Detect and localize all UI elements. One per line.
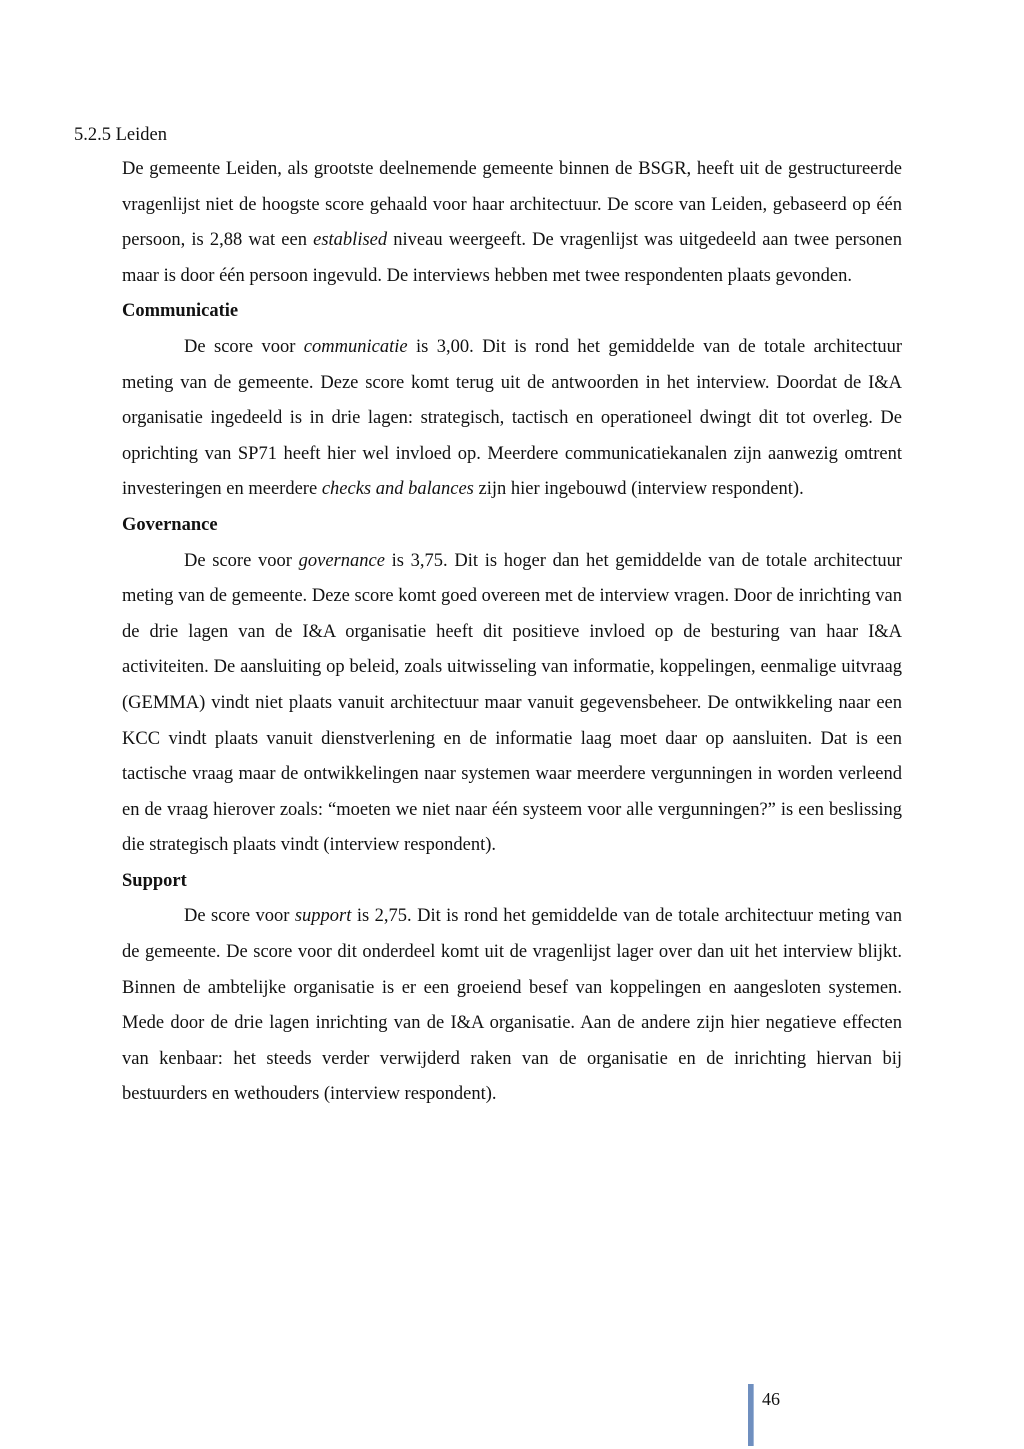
page-number: 46 [762, 1389, 780, 1409]
governance-text-2: is 3,75. Dit is hoger dan het gemiddelde van de totale architectuur meting van de gemeente. Deze score komt goed overeen met de interview vragen. Door de inrichting van de drie lagen van de I&A organisatie heeft dit positieve invloed op de besturing van haar I&A activiteiten. De aansluiting op beleid, zoals uitwisseling van informatie, koppelingen, eenmalige uitvraag (GEMMA) vindt niet plaats vanuit architectuur maar vanuit gegevensbeheer. De ontwikkeling naar een KCC vindt plaats vanuit dienstverlening en de informatie laag moet daar op aansluiten. Dat is een tactische vraag maar de ontwikkelingen naar systemen waar meerdere vergunningen in worden verleend en de vraag hierover zoals: “moeten we niet naar één systeem voor alle vergunningen?” is een beslissing die strategisch plaats vindt (interview respondent). [122, 550, 903, 856]
support-paragraph [122, 899, 902, 1113]
section-heading: 5.2.5 Leiden [74, 125, 167, 145]
communicatie-text-1: De score voor [184, 336, 304, 357]
communicatie-text-3: zijn hier ingebouwd (interview respondent). [473, 479, 804, 500]
intro-emphasis: establised [313, 230, 388, 251]
support-text-1: De score voor [184, 906, 295, 927]
footer-accent-bar [748, 1384, 754, 1446]
governance-text-1: De score voor [184, 550, 299, 571]
communicatie-text-2: is 3,00. Dit is rond het gemiddelde van de totale architectuur meting van de gemeente. Deze score komt terug uit de antwoorden in het interview. Doordat de I&A organisatie ingedeeld is in drie lagen: strategisch, tactisch en operationeel dwingt dit tot overleg. De oprichting van SP71 heeft hier wel invloed op. Meerdere communicatiekanalen zijn aanwezig omtrent investeringen en meerdere [122, 336, 903, 500]
section-body [122, 152, 902, 1113]
communicatie-emphasis-2: checks and balances [321, 479, 474, 500]
communicatie-paragraph [122, 330, 902, 508]
support-emphasis: support [294, 906, 352, 927]
support-text-2: is 2,75. Dit is rond het gemiddelde van de totale architectuur meting van de gemeente. De score voor dit onderdeel komt uit de vragenlijst lager over dan uit het interview blijkt. Binnen de ambtelijke organisatie is er een groeiend besef van koppelingen en aangesloten systemen. Mede door de drie lagen inrichting van de I&A organisatie. Aan de andere zijn hier negatieve effecten van kenbaar: het steeds verder verwijderd raken van de organisatie en de inrichting hiervan bij bestuurders en wethouders (interview respondent). [122, 906, 903, 1105]
governance-heading: Governance [122, 514, 218, 535]
intro-text-2: niveau weergeeft. De vragenlijst was uitgedeeld aan twee personen maar is door één persoon ingevuld. De interviews hebben met twee respondenten plaats gevonden. [122, 230, 902, 286]
intro-text-1: De gemeente Leiden, als grootste deelnemende gemeente binnen de BSGR, heeft uit de gestructureerde vragenlijst niet de hoogste score gehaald voor haar architectuur. De score van Leiden, gebaseerd op één persoon, is 2,88 wat een [122, 159, 902, 251]
governance-emphasis: governance [298, 550, 385, 571]
support-heading: Support [122, 870, 187, 891]
communicatie-emphasis-1: communicatie [303, 336, 408, 357]
communicatie-heading: Communicatie [122, 301, 239, 322]
intro-paragraph [122, 152, 902, 294]
governance-paragraph [122, 544, 902, 864]
